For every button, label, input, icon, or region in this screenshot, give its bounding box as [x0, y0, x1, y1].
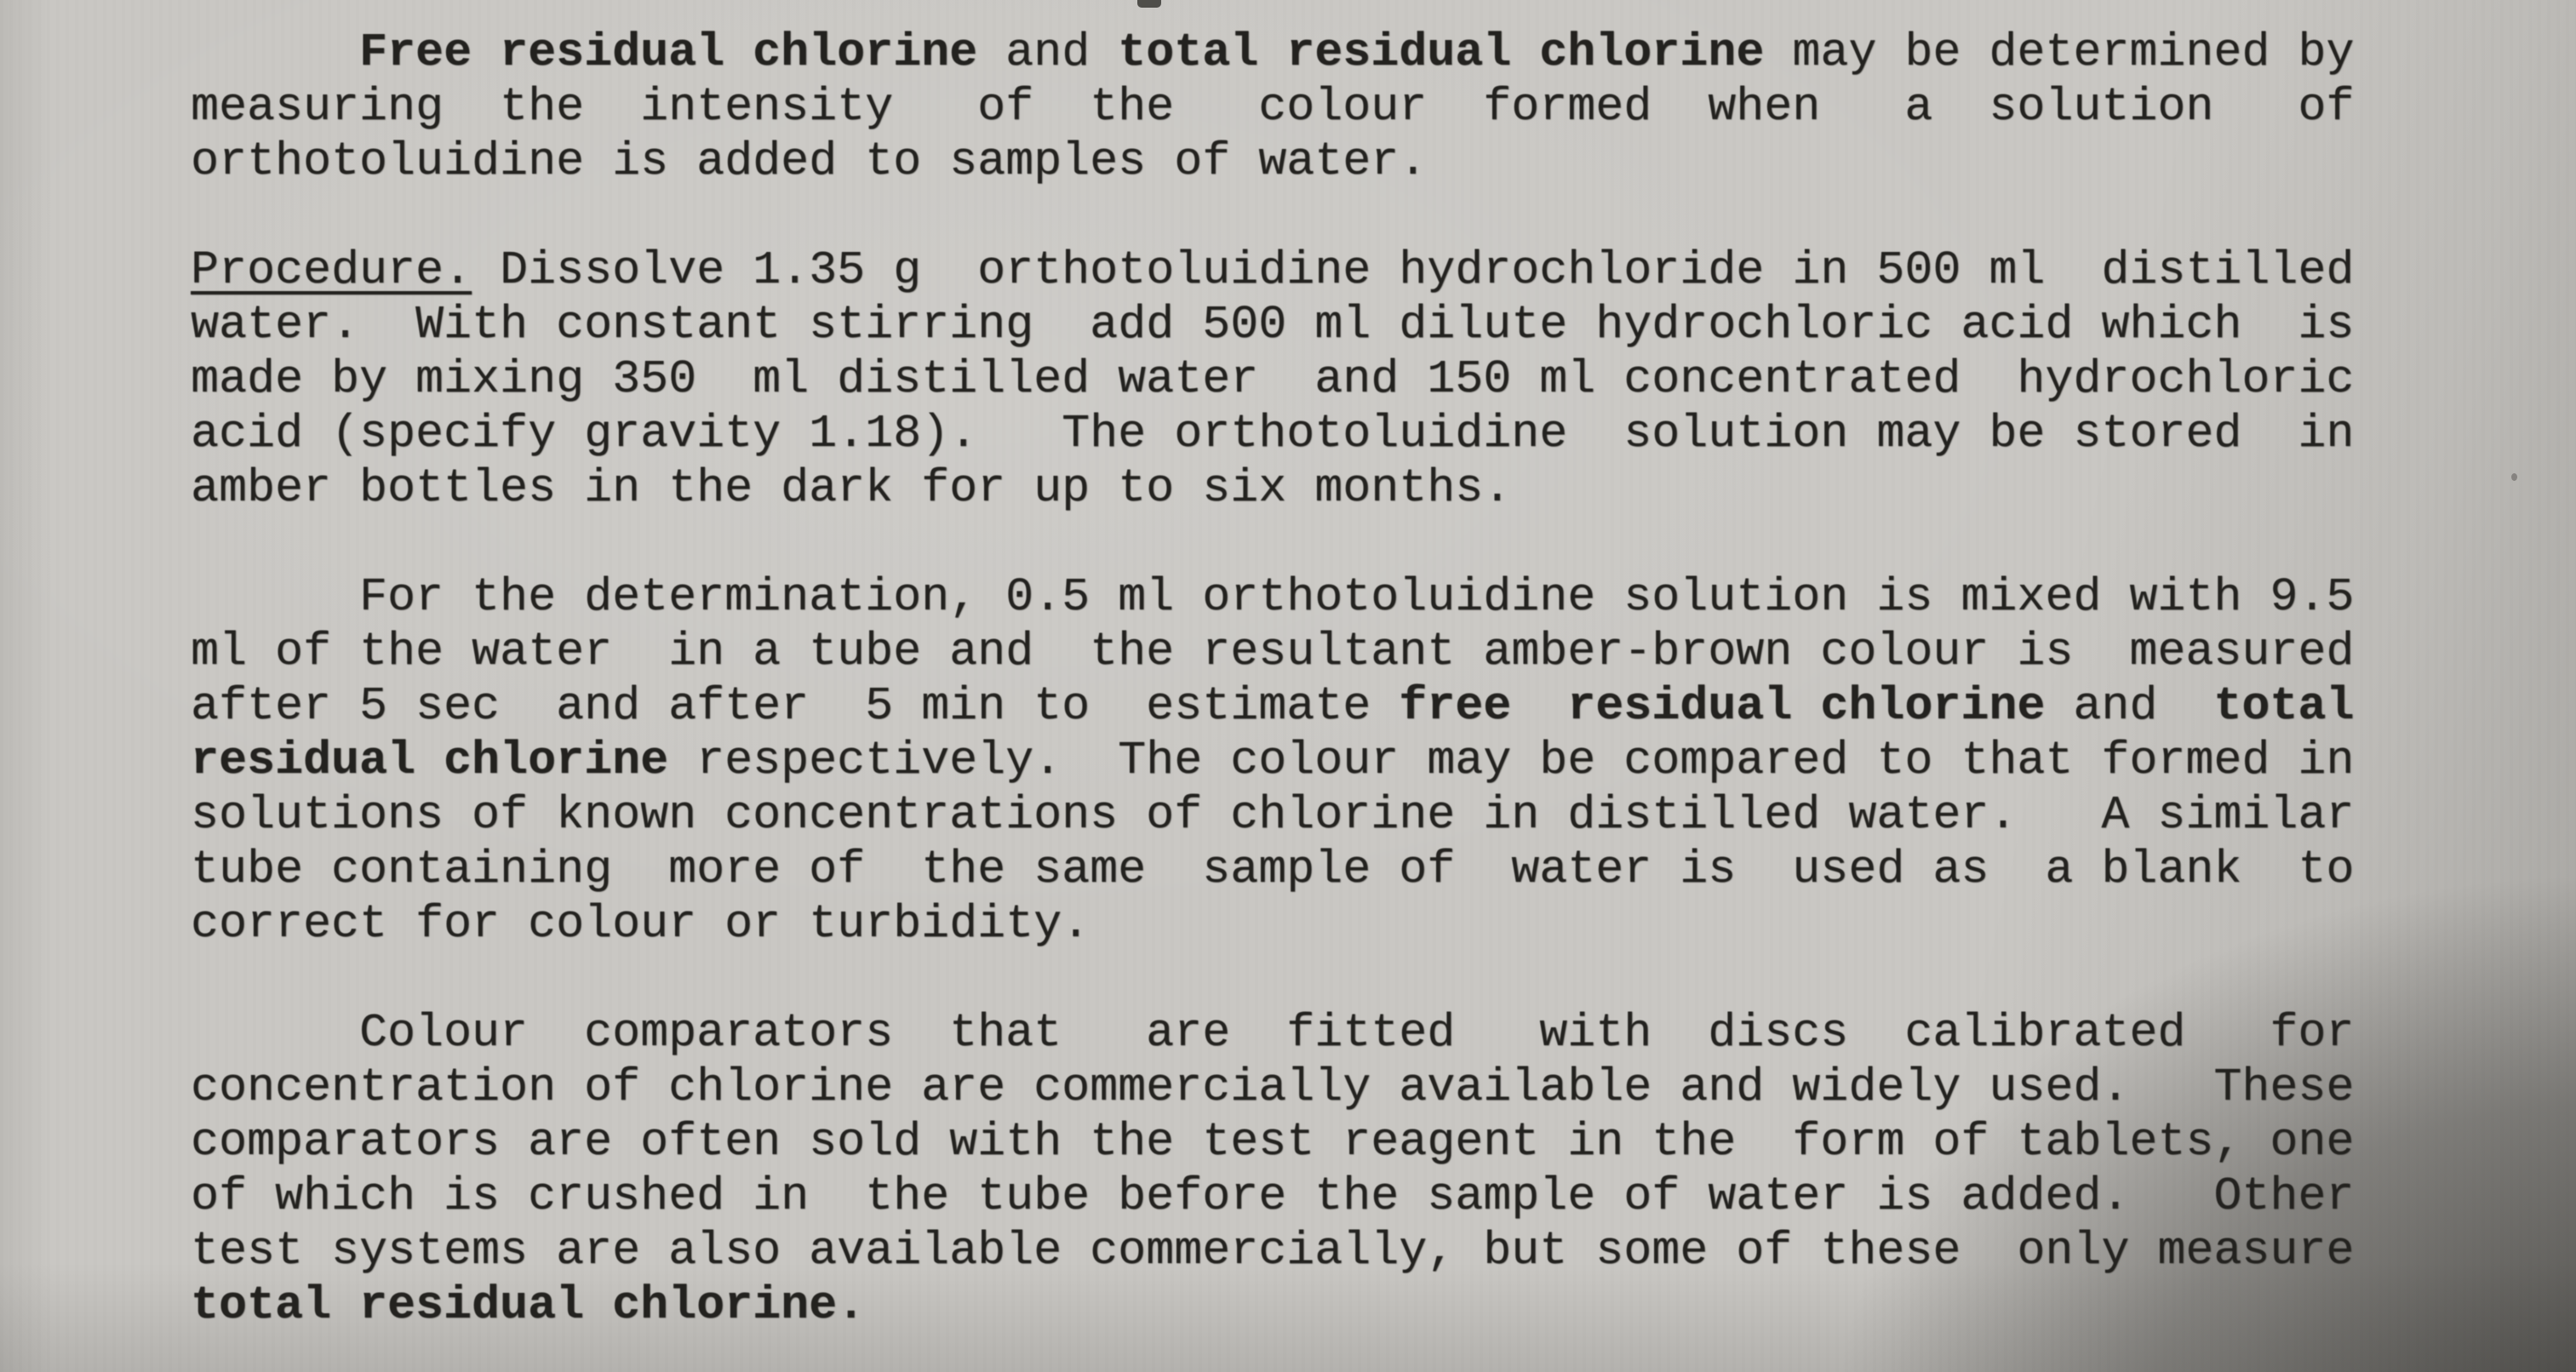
text-line — [191, 26, 2404, 80]
text-segment — [191, 26, 359, 79]
text-segment-bold: total residual chlorine — [1118, 26, 1765, 79]
text-line — [191, 243, 2404, 298]
text-segment: of which is crushed in the tube before the sample of water is added. Other — [191, 1169, 2355, 1223]
text-segment: may be determined by — [1764, 26, 2355, 79]
text-segment: and — [2045, 679, 2214, 733]
paragraph-comparators — [191, 1006, 2404, 1333]
text-segment: concentration of chlorine are commercially available and widely used. These — [191, 1060, 2355, 1114]
text-line — [191, 1278, 2404, 1333]
text-line — [191, 352, 2404, 407]
text-segment-bold: total residual chlorine. — [191, 1278, 866, 1332]
text-line — [191, 407, 2404, 461]
text-segment-underline: Procedure. — [191, 243, 472, 297]
text-segment: For the determination, 0.5 ml orthotoluidine solution is mixed with 9.5 — [191, 570, 2355, 624]
text-line — [191, 843, 2404, 897]
text-line — [191, 679, 2404, 734]
text-line — [191, 1060, 2404, 1115]
text-line — [191, 80, 2404, 134]
text-line — [191, 1224, 2404, 1278]
text-line — [191, 625, 2404, 679]
scan-artifact-mark — [1137, 0, 1161, 8]
text-segment: Colour comparators that are fitted with discs calibrated for — [191, 1006, 2355, 1060]
text-line — [191, 788, 2404, 843]
text-segment: Dissolve 1.35 g orthotoluidine hydrochloride in 500 ml distilled — [472, 243, 2355, 297]
scan-artifact-speck — [2511, 473, 2517, 481]
text-segment: tube containing more of the same sample of water is used as a blank to — [191, 843, 2355, 896]
text-segment: measuring the intensity of the colour formed when a solution of — [191, 80, 2355, 134]
text-segment: respectively. The colour may be compared to that formed in — [668, 734, 2355, 787]
text-line — [191, 570, 2404, 625]
text-line — [191, 734, 2404, 788]
text-segment-bold: free residual chlorine — [1399, 679, 2046, 733]
text-segment: after 5 sec and after 5 min to estimate — [191, 679, 1400, 733]
text-line — [191, 1169, 2404, 1224]
paragraph-procedure — [191, 243, 2404, 516]
text-segment-bold: residual chlorine — [191, 734, 669, 787]
text-segment: orthotoluidine is added to samples of water. — [191, 134, 1428, 188]
text-line — [191, 1006, 2404, 1060]
text-line — [191, 1115, 2404, 1169]
text-segment: comparators are often sold with the test reagent in the form of tablets, one — [191, 1115, 2355, 1169]
text-line — [191, 461, 2404, 516]
text-line — [191, 298, 2404, 352]
document-text — [191, 26, 2404, 1333]
text-segment: ml of the water in a tube and the resultant amber-brown colour is measured — [191, 625, 2355, 678]
text-segment: solutions of known concentrations of chlorine in distilled water. A similar — [191, 788, 2355, 842]
text-segment: test systems are also available commercially, but some of these only measure — [191, 1224, 2355, 1278]
text-segment: amber bottles in the dark for up to six months. — [191, 461, 1512, 515]
text-line — [191, 134, 2404, 189]
text-segment: made by mixing 350 ml distilled water and 150 ml concentrated hydrochloric — [191, 352, 2355, 406]
text-segment-bold: Free residual chlorine — [359, 26, 978, 79]
text-segment: correct for colour or turbidity. — [191, 897, 1091, 951]
text-segment-bold: total — [2213, 679, 2355, 733]
text-segment: water. With constant stirring add 500 ml dilute hydrochloric acid which is — [191, 298, 2355, 352]
text-segment: and — [977, 26, 1119, 79]
paragraph-intro — [191, 26, 2404, 189]
text-segment: acid (specify gravity 1.18). The orthotoluidine solution may be stored in — [191, 407, 2355, 460]
paragraph-determination — [191, 570, 2404, 952]
text-line — [191, 897, 2404, 952]
